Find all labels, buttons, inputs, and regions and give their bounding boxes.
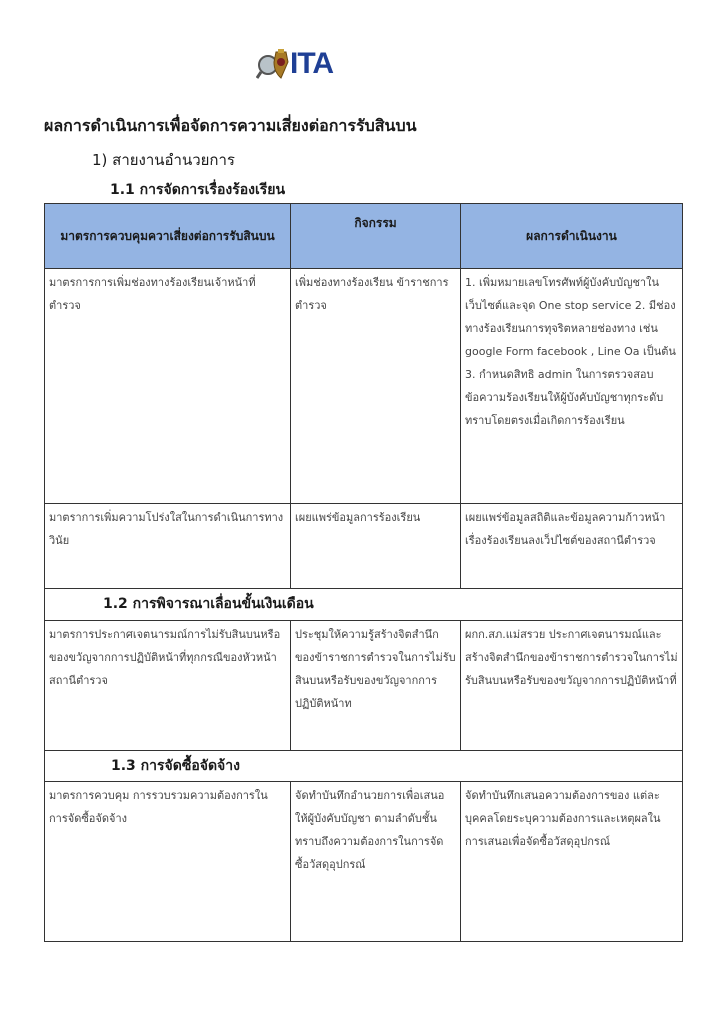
table-cell: มาตรการควบคุม การรวบรวมความต้องการในการจัดซื้อจัดจ้าง (45, 782, 291, 942)
column-header: ผลการดำเนินงาน (461, 204, 683, 269)
table-row (45, 621, 683, 751)
table-header-row (45, 204, 683, 269)
table-cell: จัดทำบันทึกอำนวยการเพื่อเสนอให้ผู้บังคับบัญชา ตามลำดับชั้นทราบถึงความต้องการในการจัดซื้อวัสดุอุปกรณ์ (291, 782, 461, 942)
table-cell: มาตราการเพิ่มความโปร่งใสในการดำเนินการทางวินัย (45, 504, 291, 589)
subsection-heading: 1.1 การจัดการเรื่องร้องเรียน (110, 182, 286, 198)
table-row (45, 269, 683, 504)
section-heading: 1) สายงานอำนวยการ (92, 151, 235, 169)
table-cell: ผกก.สภ.แม่สรวย ประกาศเจตนารมณ์และสร้างจิตสำนึกของข้าราชการตำรวจในการไม่รับสินบนหรือรับของขวัญจากการปฏิบัติหน้าที่ (461, 621, 683, 751)
table-row (45, 782, 683, 942)
table-section-row (45, 589, 683, 621)
crest-magnifier-icon (256, 48, 290, 80)
ita-logo-text: ITA (290, 47, 334, 80)
column-header: กิจกรรม (291, 204, 461, 269)
subsection-heading: 1.3 การจัดซื้อจัดจ้าง (45, 751, 683, 782)
table-section-row (45, 751, 683, 782)
table-cell: ประชุมให้ความรู้สร้างจิตสำนึกของข้าราชการตำรวจในการไม่รับสินบนหรือรับของขวัญจากการปฏิบัติหน้าท (291, 621, 461, 751)
table-cell: เพิ่มช่องทางร้องเรียน ข้าราชการตำรวจ (291, 269, 461, 504)
risk-measures-table (44, 203, 683, 942)
page-title: ผลการดำเนินการเพื่อจัดการความเสี่ยงต่อการรับสินบน (44, 116, 417, 135)
ita-logo (256, 44, 372, 84)
table-cell: จัดทำบันทึกเสนอความต้องการของ แต่ละบุคคลโดยระบุความต้องการและเหตุผลในการเสนอเพื่อจัดซื้อวัสดุอุปกรณ์ (461, 782, 683, 942)
column-header: มาตรการควบคุมควาเสี่ยงต่อการรับสินบน (45, 204, 291, 269)
table-cell: มาตรการประกาศเจตนารมณ์การไม่รับสินบนหรือของขวัญจากการปฏิบัติหน้าที่ทุกกรณีของหัวหน้าสถานีตำรวจ (45, 621, 291, 751)
table-cell: เผยแพร่ข้อมูลสถิติและข้อมูลความก้าวหน้าเรื่องร้องเรียนลงเว็ปไซต์ของสถานีตำรวจ (461, 504, 683, 589)
table-cell: 1. เพิ่มหมายเลขโทรศัพท์ผู้บังคับบัญชาในเว็บไซต์และจุด One stop service 2. มีช่องทางร้องเรียนการทุจริตหลายช่องทาง เช่น google Form facebook , Line Oa เป็นต้น 3. กำหนดสิทธิ admin ในการตรวจสอบข้อความร้องเรียนให้ผู้บังคับบัญชาทุกระดับทราบโดยตรงเมื่อเกิดการร้องเรียน (461, 269, 683, 504)
subsection-heading: 1.2 การพิจารณาเลื่อนขั้นเงินเดือน (45, 589, 683, 621)
table-row (45, 504, 683, 589)
table-cell: มาตรการการเพิ่มช่องทางร้องเรียนเจ้าหน้าที่ตำรวจ (45, 269, 291, 504)
table-cell: เผยแพร่ข้อมูลการร้องเรียน (291, 504, 461, 589)
